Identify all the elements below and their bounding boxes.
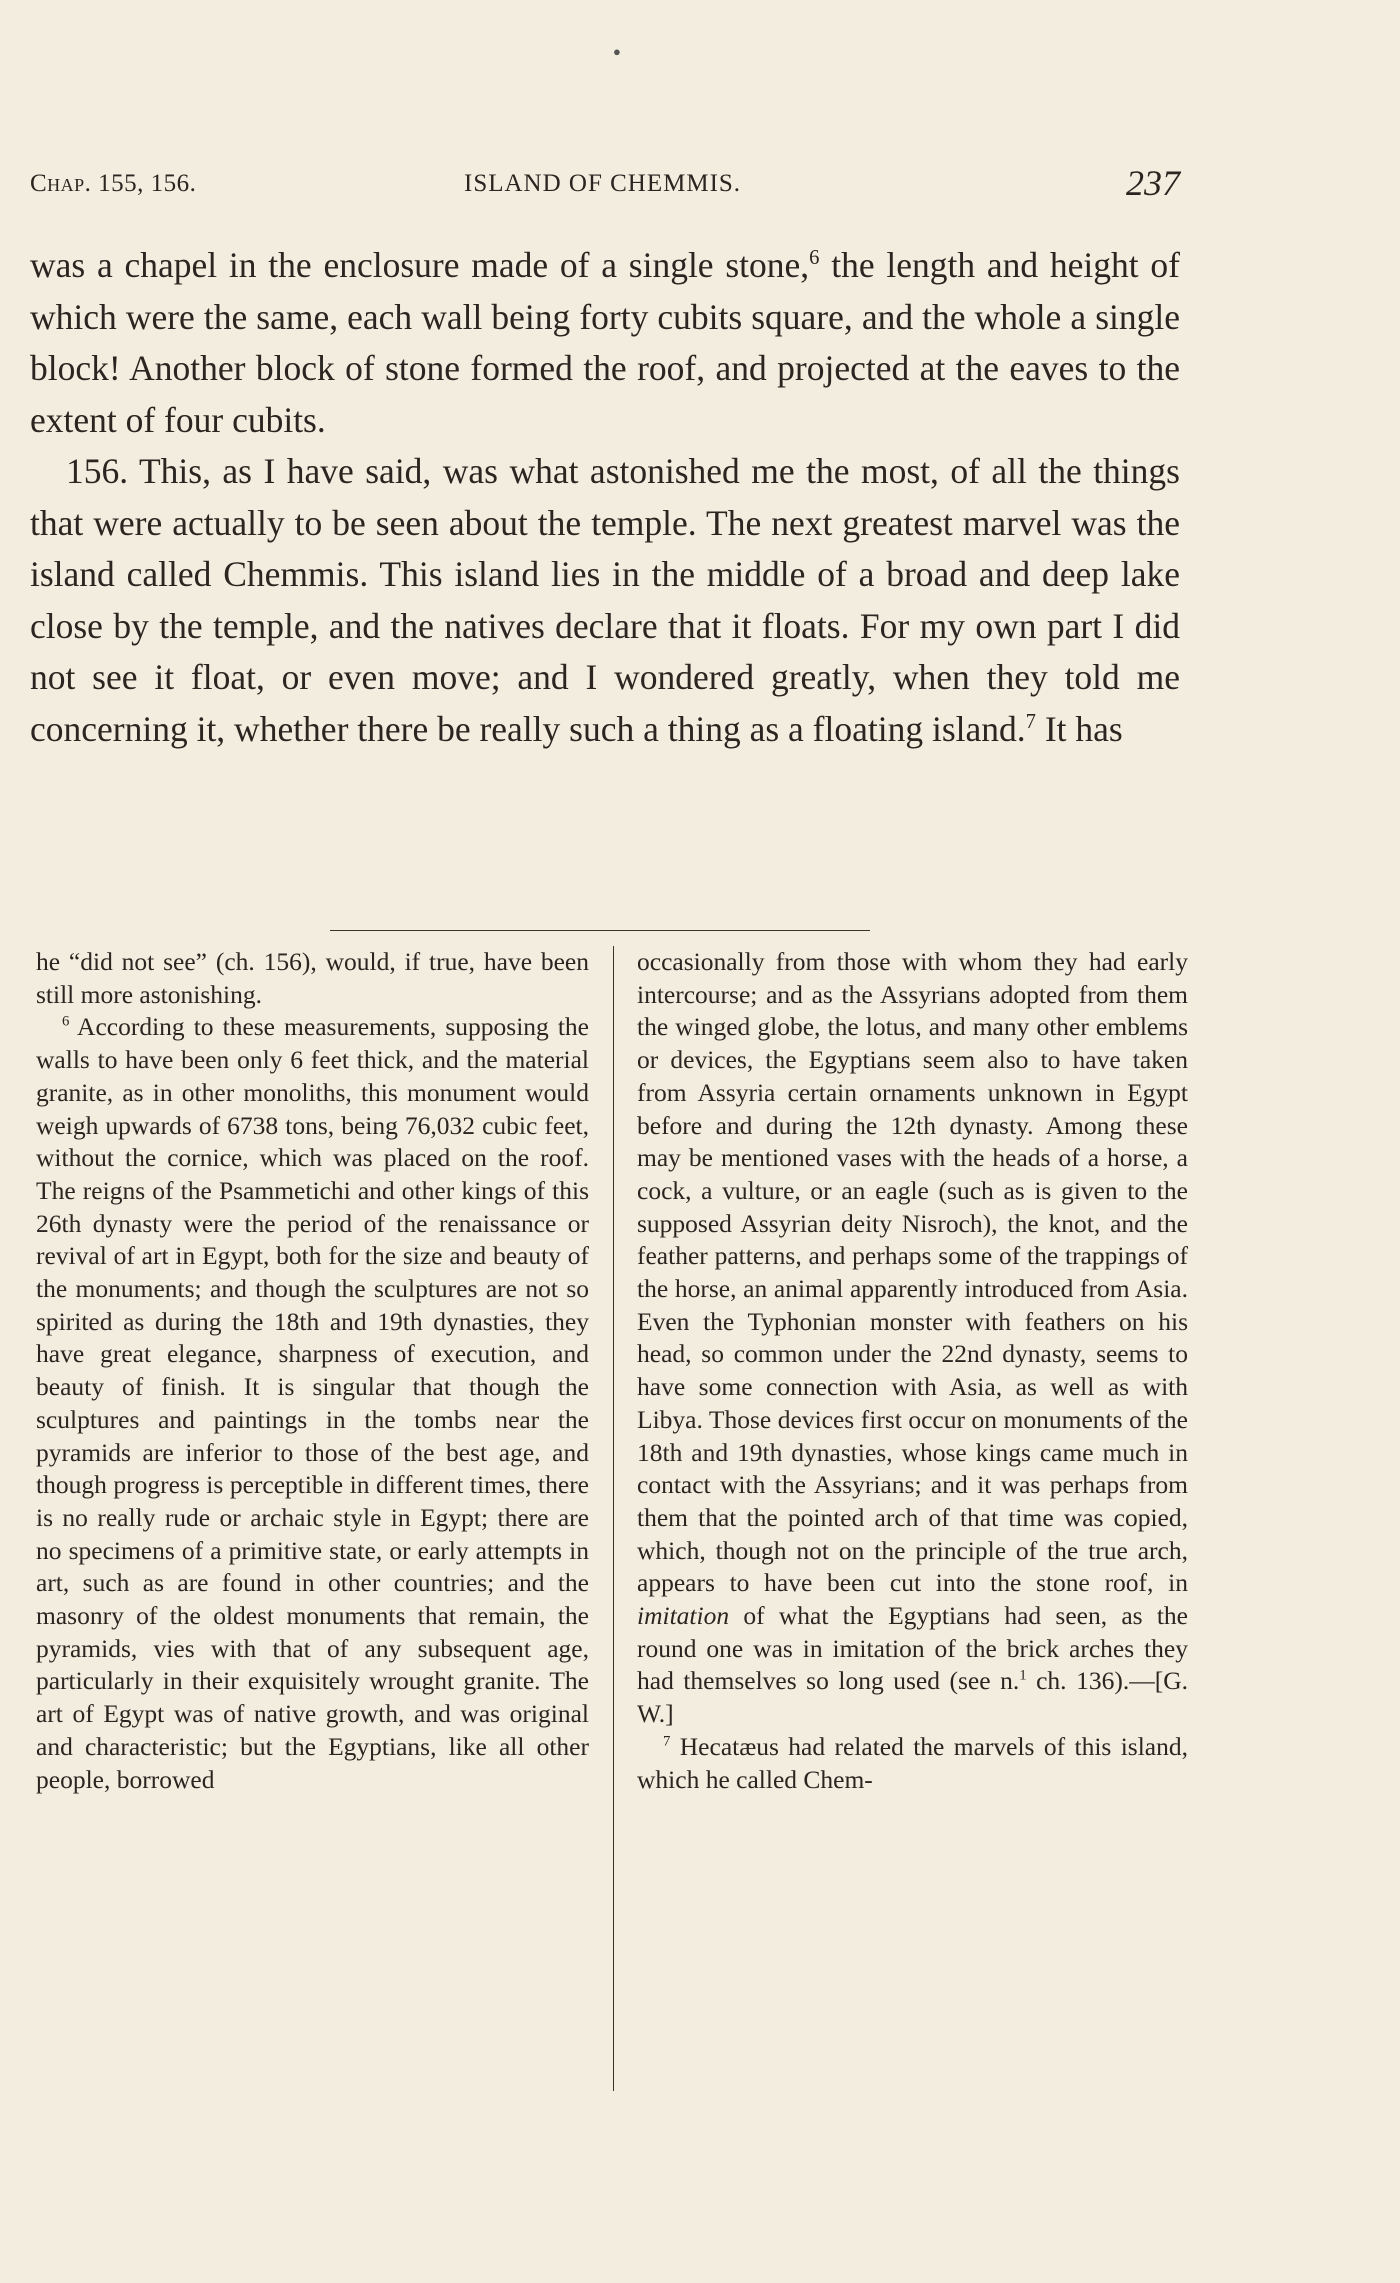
footnote-6 [36,1011,589,1796]
footnote-continuation: he “did not see” (ch. 156), would, if true, have been still more astonishing. [36,947,589,1009]
footnote-7-text: Hecatæus had related the marvels of this island, which he called Chem- [637,1731,1188,1794]
main-paragraph-1 [30,240,1180,446]
footnote-continuation-right [637,946,1188,1731]
footnote-text-segment: occasionally from those with whom they had early intercourse; and as the Assyrians adopted from them the winged globe, the lotus, and many other emblems or devices, the Egyptians seem also to have taken from Assyria certain ornaments unknown in Egypt before and during the 12th dynasty. Among these may be mentioned vases with the heads of a horse, a cock, a vulture, or an eagle (such as is given to the supposed Assyrian deity Nisroch), the knot, and the feather patterns, and perhaps some of the trappings of the horse, an animal apparently introduced from Asia. Even the Typhonian monster with feathers on his head, so common under the 22nd dynasty, seems to have some connection with Asia, as well as with Libya. Those devices first occur on monuments of the 18th and 19th dynasties, whose kings came much in contact with the Assyrians; and it was perhaps from them that the pointed arch of that time was copied, which, though not on the principle of the true arch, appears to have been cut into the stone roof, in [637,947,1188,1598]
footnote-marker-6: 6 [62,1013,70,1030]
main-text-segment: 156. This, as I have said, was what astonished me the most, of all the things that were actually to be seen about the temple. The next greatest marvel was the island called Chemmis. This island lies in the middle of a broad and deep lake close by the temple, and the natives declare that it floats. For my own part I did not see it float, or even move; and I wondered greatly, when they told me concerning it, whether there be really such a thing as a floating island. [30,451,1180,749]
footnote-6-text: According to these measurements, supposing the walls to have been only 6 feet thick, and the material granite, as in other monoliths, this monument would weigh upwards of 6738 tons, being 76,032 cubic feet, without the cornice, which was placed on the roof. The reigns of the Psammetichi and other kings of this 26th dynasty were the period of the renaissance or revival of art in Egypt, both for the size and beauty of the monuments; and though the sculptures are not so spirited as during the 18th and 19th dynasties, they have great elegance, sharpness of execution, and beauty of finish. It is singular that though the sculptures and paintings in the tombs near the pyramids are inferior to those of the best age, and though progress is perceptible in different times, there is no really rude or archaic style in Egypt; there are no specimens of a primitive state, or early attempts in art, such as are found in other countries; and the masonry of the oldest monuments that remain, the pyramids, vies with that of any subsequent age, particularly in their exquisitely wrought granite. The art of Egypt was of native growth, and was original and characteristic; but the Egyptians, like all other people, borrowed [36,1012,589,1794]
chapter-reference: Chap. 155, 156. [30,170,197,197]
running-title: ISLAND OF CHEMMIS. [464,170,742,197]
footnote-marker-7: 7 [663,1733,671,1750]
footnote-text-segment: ch. 136).—[G. W.] [637,1666,1188,1729]
footnote-column-left [36,946,589,1796]
main-text-segment: the length and height of which were the same, each wall being forty cubits square, and the whole a single block! Another block of stone formed the roof, and projected at the eaves to the extent of four cubits. [30,245,1180,440]
running-header [30,163,1180,206]
footnote-text-segment: of what the Egyptians had seen, as the round one was in imitation of the brick arches they had themselves so long used (see n. [637,1601,1188,1696]
main-text [30,240,1180,755]
footnote-column-right [637,946,1188,1796]
print-mark: ● [613,44,621,59]
main-text-segment: was a chapel in the enclosure made of a single stone, [30,245,810,285]
footnote-7 [637,1731,1188,1796]
footnote-reference-7: 7 [1025,710,1036,733]
main-paragraph-2 [30,446,1180,755]
main-text-segment: It has [1035,708,1123,749]
footnote-rule [330,930,870,931]
footnote-italic-word: imitation [637,1601,730,1631]
page-number: 237 [1126,163,1180,203]
footnote-reference-6: 6 [809,247,820,270]
footnote-inline-reference: 1 [1019,1667,1027,1684]
column-divider [613,946,614,2091]
